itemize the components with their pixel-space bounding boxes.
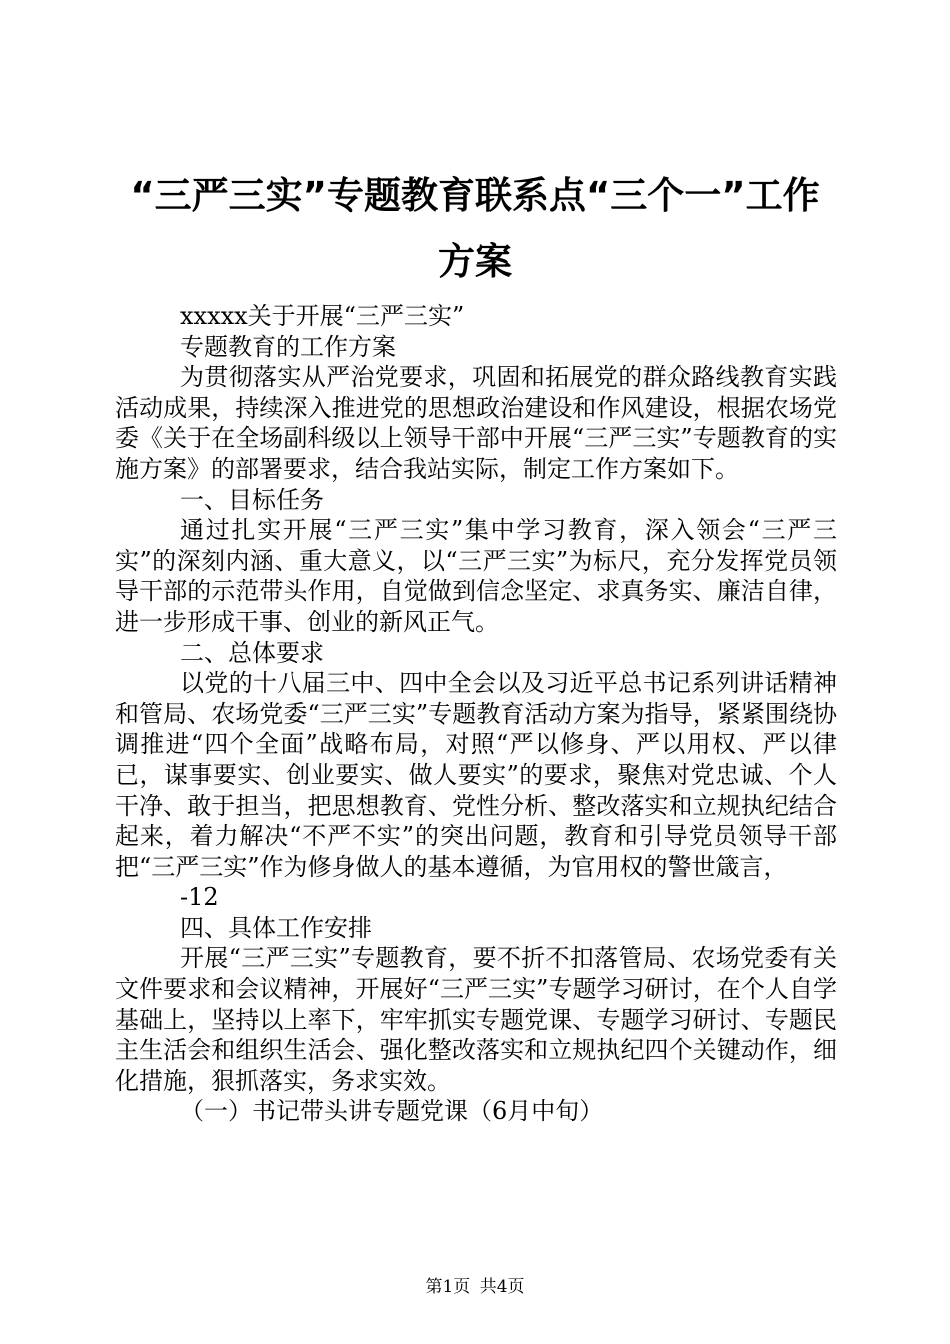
title-line-2: 方案 — [438, 240, 512, 283]
section-heading-goals: 一、目标任务 — [180, 485, 324, 514]
intro-paragraph: 为贯彻落实从严治党要求，巩固和拓展党的群众路线教育实践活动成果，持续深入推进党的思想政治建设和作风建设，根据农场党委《关于在全场副科级以上领导干部中开展“三严三实”专题教育的实施方案》的部署要求，结合我站实际，制定工作方案如下。 — [115, 363, 837, 483]
document-body — [115, 301, 837, 1127]
requirements-paragraph: 以党的十八届三中、四中全会以及习近平总书记系列讲话精神和管局、农场党委“三严三实”专题教育活动方案为指导，紧紧围绕协调推进“四个全面”战略布局，对照“严以修身、严以用权、严以律已，谋事要实、创业要实、做人要实”的要求，聚焦对党忠诚、个人干净、敢于担当，把思想教育、党性分析、整改落实和立规执纪结合起来，着力解决“不严不实”的突出问题，教育和引导党员领导干部把“三严三实”作为修身做人的基本遵循，为官用权的警世箴言， — [115, 669, 837, 881]
page-total: 共4页 — [479, 1277, 525, 1297]
document-title — [100, 163, 850, 295]
subtitle-line: 专题教育的工作方案 — [180, 332, 396, 361]
section-heading-arrangements: 四、具体工作安排 — [180, 913, 372, 942]
arrangements-paragraph: 开展“三严三实”专题教育，要不折不扣落管局、农场党委有关文件要求和会议精神，开展好“三严三实”专题学习研讨，在个人自学基础上，坚持以上率下，牢牢抓实专题党课、专题学习研讨、专题民主生活会和组织生活会、强化整改落实和立规执纪四个关键动作，细化措施，狠抓落实，务求实效。 — [115, 944, 837, 1095]
issuer-line: xxxxx关于开展“三严三实” — [180, 302, 465, 330]
page-number: 第1页 — [425, 1277, 471, 1297]
page-marker: -12 — [180, 883, 219, 912]
subsection-heading-party-lecture: （一）书记带头讲专题党课（6月中旬） — [180, 1097, 604, 1126]
title-line-1: “三严三实”专题教育联系点“三个一”工作 — [130, 174, 820, 217]
goals-paragraph: 通过扎实开展“三严三实”集中学习教育，深入领会“三严三实”的深刻内涵、重大意义，以“三严三实”为标尺，充分发挥党员领导干部的示范带头作用，自觉做到信念坚定、求真务实、廉洁自律，进一步形成干事、创业的新风正气。 — [115, 516, 837, 636]
page-footer — [0, 1276, 950, 1298]
section-heading-requirements: 二、总体要求 — [180, 638, 324, 667]
